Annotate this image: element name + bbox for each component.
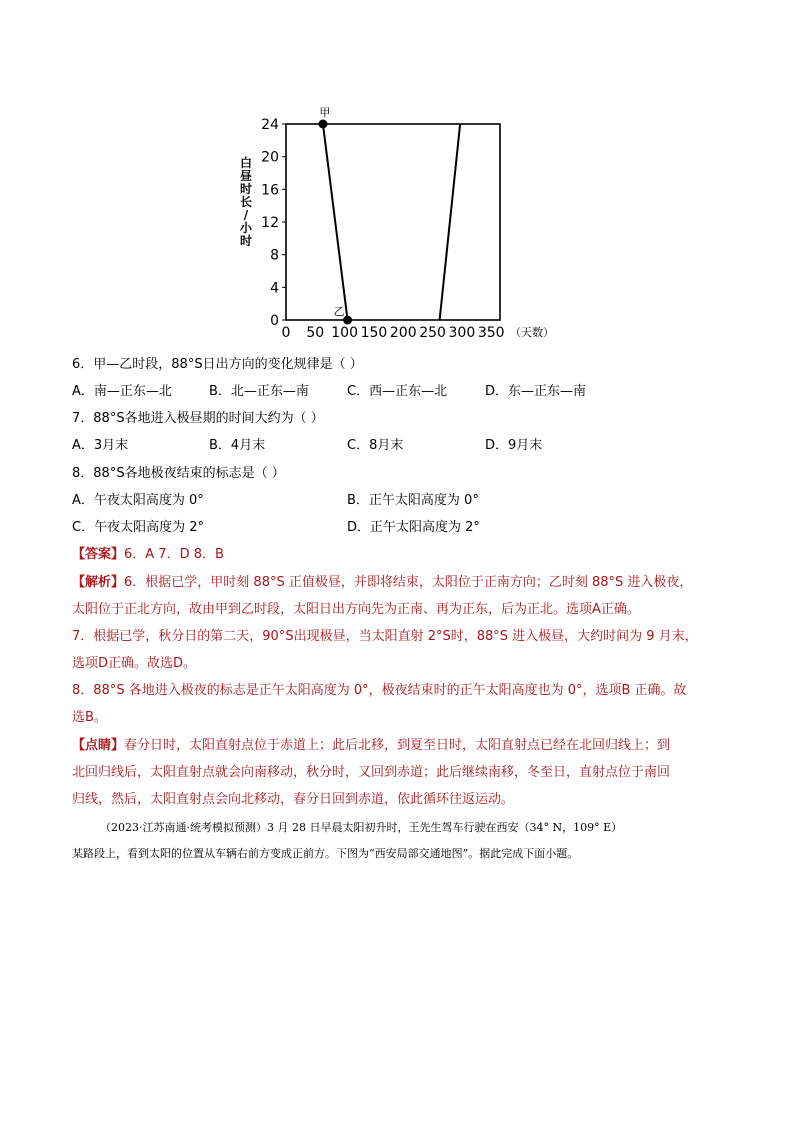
chart-svg xyxy=(236,100,554,345)
y-axis-label-char: / xyxy=(243,208,249,222)
q8-option-c: C．午夜太阳高度为 2° xyxy=(72,520,204,535)
point-label: 乙 xyxy=(333,305,345,318)
y-axis-label-char: 长 xyxy=(239,195,252,209)
x-tick-label: 0 xyxy=(281,325,291,341)
tip-line: 北回归线后，太阳直射点就会向南移动，秋分时，又回到赤道；此后继续南移，冬至日，直射点位于南回 xyxy=(72,765,671,780)
daylight-chart xyxy=(236,100,554,345)
q6-option-a: A．南—正东—北 xyxy=(72,384,172,399)
series-line xyxy=(440,124,461,320)
y-axis-label xyxy=(238,157,254,248)
y-axis-label-char: 白 xyxy=(239,156,252,170)
q7-stem: 7．88°S各地进入极昼期的时间大约为（ ） xyxy=(72,411,324,426)
q7-option-d: D．9月末 xyxy=(485,438,543,453)
q7-option-b: B．4月末 xyxy=(209,438,266,453)
y-axis-label-char: 昼 xyxy=(239,169,252,183)
x-tick-label: 250 xyxy=(419,325,446,341)
x-tick-label: 100 xyxy=(331,325,358,341)
y-tick-label: 24 xyxy=(261,117,279,133)
q6-option-d: D．东—正东—南 xyxy=(485,384,587,399)
tip-line xyxy=(72,738,670,754)
analysis-label: 【解析】 xyxy=(72,575,125,590)
x-tick-label: 200 xyxy=(389,325,417,341)
tip-text: 春分日时，太阳直射点位于赤道上；此后北移，到夏至日时，太阳直射点已经在北回归线上；到 xyxy=(124,738,671,753)
next-intro-line: 某路段上，看到太阳的位置从车辆右前方变成正前方。下图为“西安局部交通地图”。据此完成下面小题。 xyxy=(72,847,579,860)
analysis-line xyxy=(72,575,692,591)
y-tick-label: 8 xyxy=(270,247,279,264)
y-tick-label: 16 xyxy=(261,182,279,199)
q6-option-c: C．西—正东—北 xyxy=(347,384,448,399)
x-axis-label: （天数） xyxy=(510,326,554,339)
x-tick-label: 350 xyxy=(477,325,505,341)
analysis-text: 6．根据已学，甲时刻 88°S 正值极昼，并即将结束，太阳位于正南方向；乙时刻 88°S 进入极夜， xyxy=(124,575,693,590)
y-axis-label-char: 时 xyxy=(239,182,252,196)
answer-label: 【答案】 xyxy=(72,547,125,562)
q8-stem: 8．88°S各地极夜结束的标志是（ ） xyxy=(72,466,285,481)
q8-option-b: B．正午太阳高度为 0° xyxy=(347,493,479,508)
q8-option-d: D．正午太阳高度为 2° xyxy=(347,520,480,535)
tip-line: 归线，然后，太阳直射点会向北移动，春分日回到赤道，依此循环往返运动。 xyxy=(72,792,515,807)
q7-option-c: C．8月末 xyxy=(347,438,404,453)
y-axis-label-char: 时 xyxy=(239,234,252,248)
next-intro-line: （2023·江苏南通·统考模拟预测）3 月 28 日早晨太阳初升时，王先生驾车行驶在西安（34° N，109° E） xyxy=(100,821,623,834)
data-point xyxy=(318,120,327,129)
q6-option-b: B．北—正东—南 xyxy=(209,384,309,399)
analysis-line: 选项D正确。故选D。 xyxy=(72,656,197,671)
analysis-line: 8．88°S 各地进入极夜的标志是正午太阳高度为 0°，极夜结束时的正午太阳高度也为 0°，选项B 正确。故 xyxy=(72,683,687,698)
q7-option-a: A．3月末 xyxy=(72,438,129,453)
answer-line xyxy=(72,547,224,563)
series-line xyxy=(323,124,348,320)
y-axis-label-char: 小 xyxy=(239,221,252,235)
q6-stem: 6．甲—乙时段，88°S日出方向的变化规律是（ ） xyxy=(72,357,363,372)
tip-label: 【点睛】 xyxy=(72,738,125,753)
y-tick-label: 4 xyxy=(270,280,279,297)
analysis-line: 太阳位于正北方向，故由甲到乙时段，太阳日出方向先为正南、再为正东，后为正北。选项A正确。 xyxy=(72,602,640,617)
x-tick-label: 300 xyxy=(448,325,476,341)
plot-frame xyxy=(286,124,500,320)
point-label: 甲 xyxy=(319,106,331,119)
analysis-line: 选B。 xyxy=(72,710,107,725)
answer-text: 6．A 7．D 8．B xyxy=(124,547,224,562)
q8-option-a: A．午夜太阳高度为 0° xyxy=(72,493,204,508)
x-tick-label: 50 xyxy=(306,325,325,341)
y-tick-label: 20 xyxy=(261,149,279,166)
x-tick-label: 150 xyxy=(360,325,388,341)
y-tick-label: 0 xyxy=(270,313,279,329)
y-tick-label: 12 xyxy=(261,215,279,231)
analysis-line: 7．根据已学，秋分日的第二天，90°S出现极昼，当太阳直射 2°S时，88°S 进入极昼，大约时间为 9 月末， xyxy=(72,629,698,644)
